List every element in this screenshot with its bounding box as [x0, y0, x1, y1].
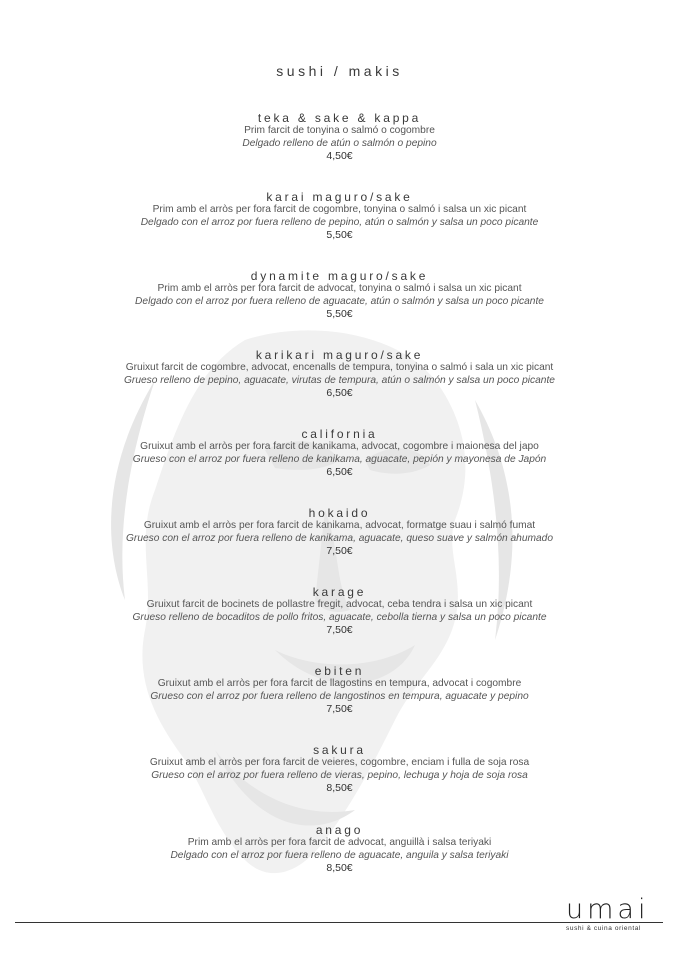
- item-description-spanish: Grueso relleno de bocaditos de pollo fritos, aguacate, cebolla tierna y salsa un poco picante: [132, 611, 547, 623]
- item-description-catalan: Gruixut farcit de cogombre, advocat, encenalls de tempura, tonyina o salmó i sala un xic picant: [125, 362, 554, 373]
- item-description-catalan: Gruixut amb el arròs per fora farcit de llagostins en tempura, advocat i cogombre: [157, 678, 522, 689]
- menu-item: [0, 190, 679, 242]
- item-description-spanish: Grueso con el arroz por fuera relleno de vieras, pepino, lechuga y hoja de soja rosa: [151, 769, 528, 781]
- item-description-catalan: Prim amb el arròs per fora farcit de cogombre, tonyina o salmó i salsa un xic picant: [152, 204, 527, 215]
- item-price: 6,50€: [326, 466, 353, 478]
- menu-item: [0, 664, 679, 716]
- item-description-catalan: Prim farcit de tonyina o salmó o cogombre: [244, 125, 435, 136]
- item-price: 7,50€: [326, 545, 353, 557]
- item-description-catalan: Prim amb el arròs per fora farcit de advocat, tonyina o salmó i salsa un xic picant: [157, 283, 522, 294]
- brand-logo: umai: [566, 894, 650, 925]
- item-description-spanish: Grueso con el arroz por fuera relleno de langostinos en tempura, aguacate y pepino: [150, 690, 529, 702]
- item-price: 5,50€: [326, 229, 353, 241]
- item-description-catalan: Gruixut amb el arròs per fora farcit de kanikama, advocat, cogombre i maionesa del japo: [140, 441, 539, 452]
- item-price: 7,50€: [326, 703, 353, 715]
- item-description-spanish: Grueso relleno de pepino, aguacate, virutas de tempura, atún o salmón y salsa un poco picante: [124, 374, 555, 386]
- item-description-spanish: Delgado con el arroz por fuera relleno de aguacate, atún o salmón y salsa un poco picante: [135, 295, 544, 307]
- menu-item: [0, 506, 679, 558]
- item-name: dynamite maguro/sake: [250, 269, 429, 283]
- item-name: anago: [315, 823, 364, 837]
- item-price: 7,50€: [326, 624, 353, 636]
- item-name: teka & sake & kappa: [257, 111, 422, 125]
- item-description-catalan: Gruixut amb el arròs per fora farcit de kanikama, advocat, formatge suau i salmó fumat: [143, 520, 536, 531]
- item-description-spanish: Grueso con el arroz por fuera relleno de kanikama, aguacate, pepión y mayonesa de Japón: [132, 453, 547, 465]
- item-description-catalan: Gruixut amb el arròs per fora farcit de veieres, cogombre, enciam i fulla de soja rosa: [149, 757, 530, 768]
- item-price: 4,50€: [326, 150, 353, 162]
- item-name: california: [301, 427, 378, 441]
- menu-item: [0, 427, 679, 479]
- menu-item: [0, 111, 679, 163]
- item-name: karage: [312, 585, 367, 599]
- item-name: karikari maguro/sake: [255, 348, 424, 362]
- menu-item: [0, 269, 679, 321]
- item-price: 8,50€: [326, 862, 353, 874]
- brand-tagline: sushi & cuina oriental: [566, 925, 641, 932]
- item-price: 8,50€: [326, 782, 353, 794]
- item-description-spanish: Delgado con el arroz por fuera relleno de aguacate, anguila y salsa teriyaki: [170, 849, 509, 861]
- item-description-catalan: Gruixut farcit de bocinets de pollastre fregit, advocat, ceba tendra i salsa un xic picant: [146, 599, 533, 610]
- item-name: ebiten: [314, 664, 365, 678]
- item-description-spanish: Delgado con el arroz por fuera relleno de pepino, atún o salmón y salsa un poco picante: [140, 216, 539, 228]
- menu-item: [0, 348, 679, 400]
- item-price: 5,50€: [326, 308, 353, 320]
- item-description-catalan: Prim amb el arròs per fora farcit de advocat, anguillà i salsa teriyaki: [187, 837, 492, 848]
- item-price: 6,50€: [326, 387, 353, 399]
- item-name: karai maguro/sake: [266, 190, 413, 204]
- menu-item: [0, 743, 679, 795]
- item-name: hokaido: [308, 506, 371, 520]
- item-description-spanish: Grueso con el arroz por fuera relleno de kanikama, aguacate, queso suave y salmón ahumado: [126, 532, 553, 544]
- menu-item: [0, 823, 679, 875]
- item-description-spanish: Delgado relleno de atún o salmón o pepino: [242, 137, 437, 149]
- item-name: sakura: [313, 743, 366, 757]
- menu-item: [0, 585, 679, 637]
- menu-title: sushi / makis: [276, 63, 403, 79]
